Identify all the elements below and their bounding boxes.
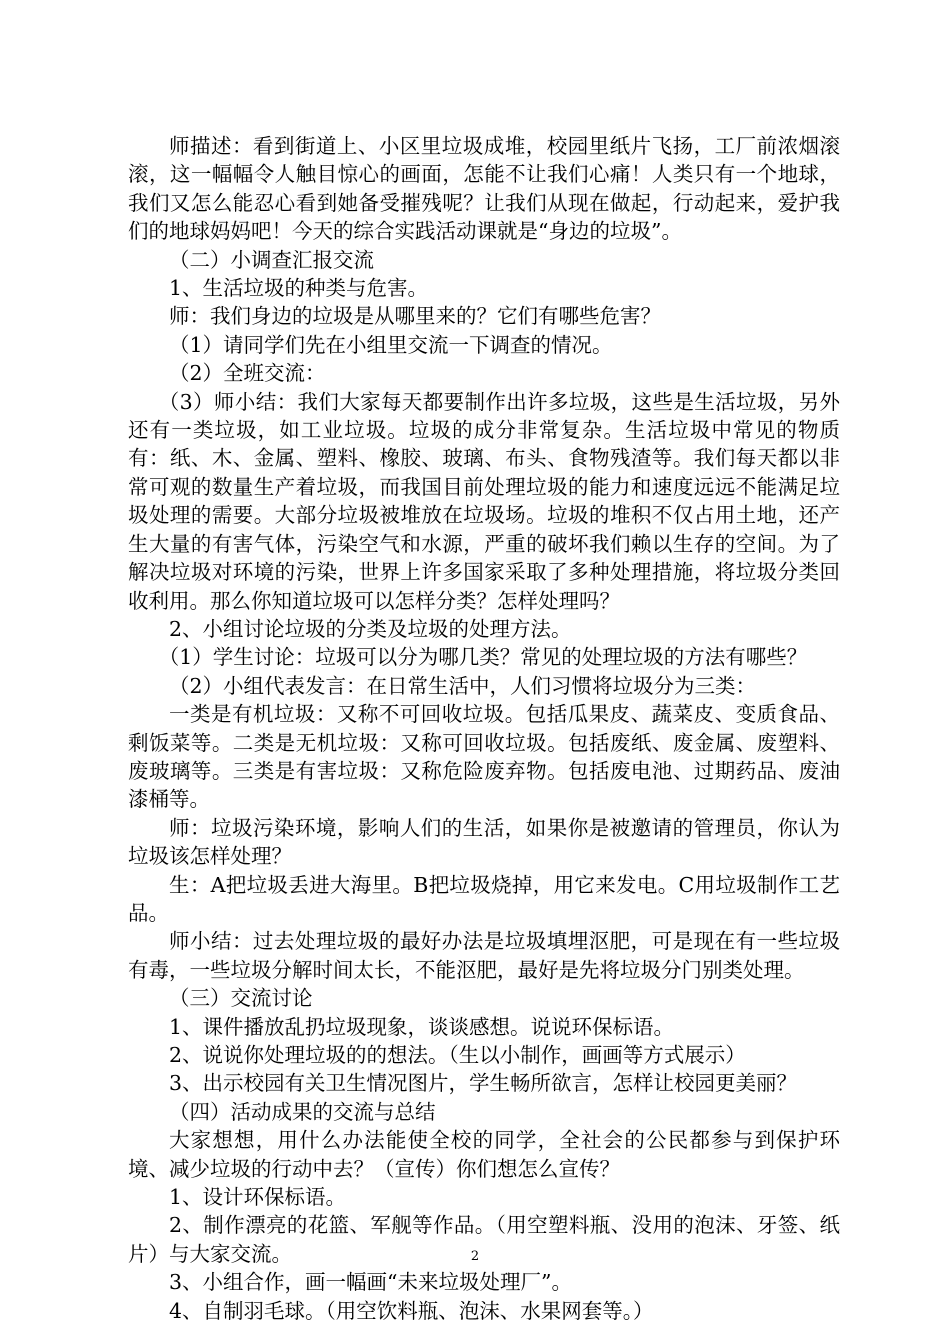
heading-survey-report: （二）小调查汇报交流 xyxy=(169,247,374,272)
paragraph-teacher-prompt: 师：垃圾污染环境，影响人们的生活，如果你是被邀请的管理员，你认为垃圾该怎样处理？ xyxy=(128,815,840,869)
paragraph-promotion-question: 大家想想，用什么办法能使全校的同学，全社会的公民都参与到保护环境、减少垃圾的行动中去？（宣传）你们想怎么宣传？ xyxy=(128,1128,840,1181)
paragraph-garbage-categories: 一类是有机垃圾：又称不可回收垃圾。包括瓜果皮、蔬菜皮、变质食品、剩饭菜等。二类是无机垃圾：又称可回收垃圾。包括废纸、废金属、废塑料、废玻璃等。三类是有害垃圾：又称危险废弃物。包括废电池、过期药品、废油漆桶等。 xyxy=(128,702,840,812)
item-shuttlecock: 4、自制羽毛球。（用空饮料瓶、泡沫、水果网套等。） xyxy=(169,1298,654,1323)
item-class-exchange: （2）全班交流： xyxy=(169,361,326,386)
item-courseware-litter: 1、课件播放乱扔垃圾现象，谈谈感想。说说环保标语。 xyxy=(169,1014,675,1039)
paragraph-teacher-summary: （3）师小结：我们大家每天都要制作出许多垃圾，这些是生活垃圾，另外还有一类垃圾，如工业垃圾。垃圾的成分非常复杂。生活垃圾中常见的物质有：纸、木、金属、塑料、橡胶、玻璃、布头、食物残渣等。我们每天都以非常可观的数量生产着垃圾，而我国目前处理垃圾的能力和速度远远不能满足垃圾处理的需要。大部分垃圾被堆放在垃圾场。垃圾的堆积不仅占用土地，还产生大量的有害气体，污染空气和水源，严重的破坏我们赖以生存的空间。为了解决垃圾对环境的污染，世界上许多国家采取了多种处理措施，将垃圾分类回收利用。那么你知道垃圾可以怎样分类？怎样处理吗？ xyxy=(128,389,840,613)
item-garbage-types-harm: 1、生活垃圾的种类与危害。 xyxy=(169,276,429,301)
item-group-representative: （2）小组代表发言：在日常生活中，人们习惯将垃圾分为三类： xyxy=(169,673,757,698)
paragraph-teacher-question: 师：我们身边的垃圾是从哪里来的？它们有哪些危害？ xyxy=(169,304,661,329)
heading-exchange-discussion: （三）交流讨论 xyxy=(169,986,313,1011)
document-body xyxy=(128,132,840,1325)
heading-activity-results: （四）活动成果的交流与总结 xyxy=(169,1099,436,1124)
page-number: 2 xyxy=(470,1249,480,1264)
item-craft-making: 2、制作漂亮的花篮、军舰等作品。（用空塑料瓶、没用的泡沫、牙签、纸片）与大家交流。 xyxy=(128,1213,840,1266)
item-student-discussion: （1）学生讨论：垃圾可以分为哪几类？常见的处理垃圾的方法有哪些？ xyxy=(158,645,808,670)
item-slogan-design: 1、设计环保标语。 xyxy=(169,1185,347,1210)
paragraph-student-answers: 生：A把垃圾丢进大海里。B把垃圾烧掉，用它来发电。C用垃圾制作工艺品。 xyxy=(128,872,840,925)
item-group-discussion: 2、小组讨论垃圾的分类及垃圾的处理方法。 xyxy=(169,616,572,641)
item-group-exchange: （1）请同学们先在小组里交流一下调查的情况。 xyxy=(169,332,613,357)
paragraph-teacher-description: 师描述：看到街道上、小区里垃圾成堆，校园里纸片飞扬，工厂前浓烟滚滚，这一幅幅令人触目惊心的画面，怎能不让我们心痛！人类只有一个地球，我们又怎么能忍心看到她备受摧残呢？让我们从现在做起，行动起来，爱护我们的地球妈妈吧！今天的综合实践活动课就是“身边的垃圾”。 xyxy=(128,134,840,244)
item-processing-ideas: 2、说说你处理垃圾的的想法。（生以小制作，画画等方式展示） xyxy=(169,1043,746,1067)
item-campus-hygiene: 3、出示校园有关卫生情况图片，学生畅所欲言，怎样让校园更美丽？ xyxy=(169,1071,798,1096)
paragraph-teacher-conclusion: 师小结：过去处理垃圾的最好办法是垃圾填埋沤肥，可是现在有一些垃圾有毒，一些垃圾分解时间太长，不能沤肥，最好是先将垃圾分门别类处理。 xyxy=(128,929,840,982)
item-group-drawing: 3、小组合作，画一幅画“未来垃圾处理厂”。 xyxy=(169,1270,573,1295)
